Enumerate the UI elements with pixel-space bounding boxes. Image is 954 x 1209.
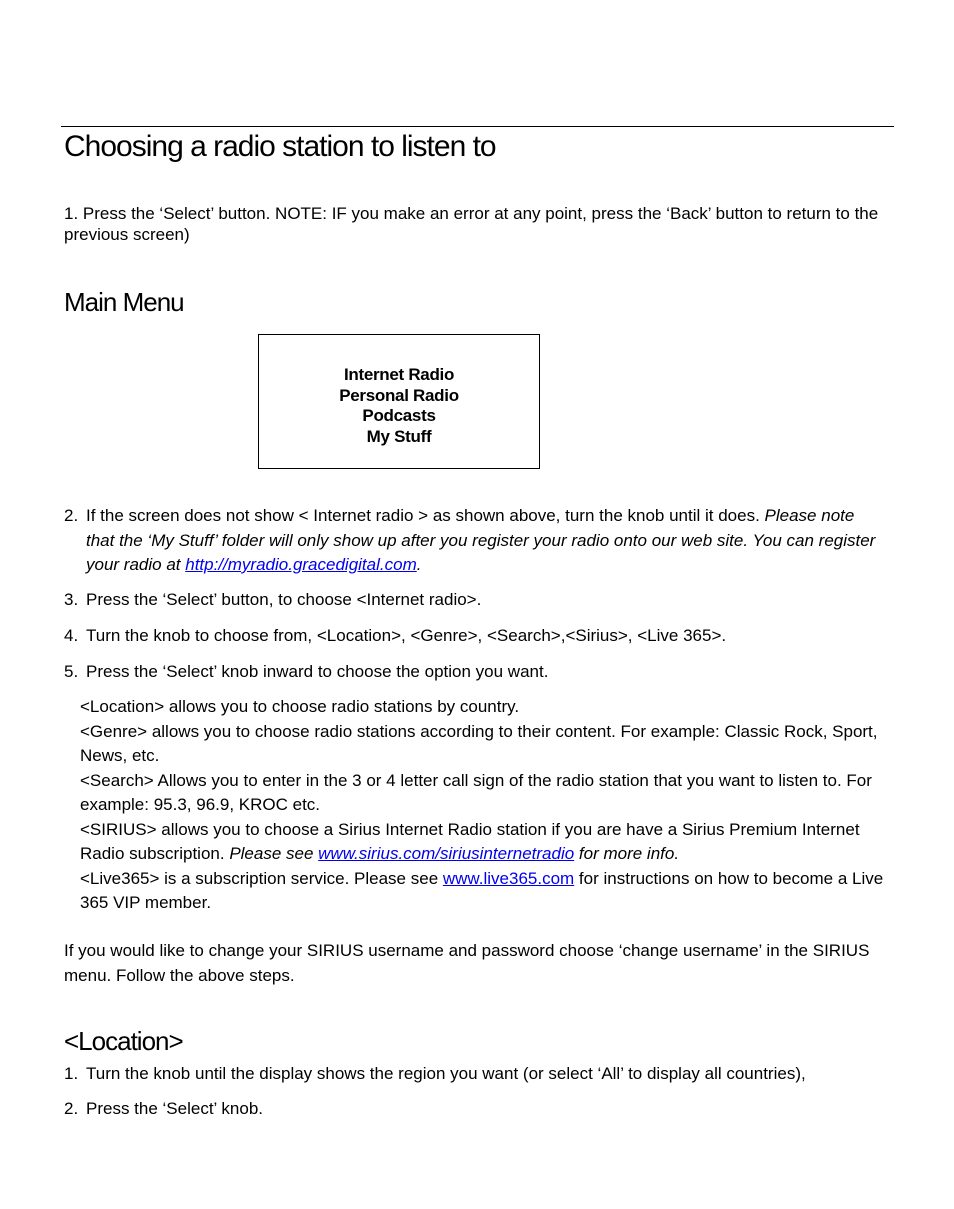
- step-4: [64, 624, 884, 649]
- menu-item-my-stuff: My Stuff: [366, 426, 432, 446]
- step-number: 4.: [64, 626, 79, 645]
- location-step-2: [64, 1097, 884, 1122]
- step-number: 5.: [64, 662, 79, 681]
- location-heading: <Location>: [64, 1026, 183, 1056]
- step-1: 1. Press the ‘Select’ button. NOTE: IF you make an error at any point, press the ‘Back’ button to return to the previous screen): [64, 204, 879, 244]
- step-text: Press the ‘Select’ knob.: [86, 1099, 264, 1118]
- sirius-link[interactable]: www.sirius.com/siriusinternetradio: [318, 844, 575, 863]
- option-live365: [80, 867, 900, 916]
- step-3: [64, 588, 884, 613]
- step-2: [64, 504, 884, 578]
- menu-item-podcasts: Podcasts: [362, 406, 436, 425]
- page-title: Choosing a radio station to listen to: [64, 130, 496, 163]
- step-number: 2.: [64, 1099, 79, 1118]
- step-text: If the screen does not show < Internet radio > as shown above, turn the knob until it does.: [86, 506, 765, 525]
- step-note-end: .: [416, 555, 422, 574]
- option-location: <Location> allows you to choose radio stations by country.: [80, 697, 520, 716]
- step-text: Turn the knob until the display shows the region you want (or select ‘All’ to display all countries),: [86, 1064, 806, 1083]
- option-search: <Search> Allows you to enter in the 3 or 4 letter call sign of the radio station that you want to listen to. For example: 95.3, 96.9, KROC etc.: [80, 770, 872, 814]
- option-descriptions: [80, 695, 900, 916]
- option-sirius-note: Please see: [229, 844, 319, 863]
- step-number: 2.: [64, 506, 79, 525]
- step-text: Turn the knob to choose from, <Location>, <Genre>, <Search>,<Sirius>, <Live 365>.: [86, 626, 727, 645]
- location-step-1: [64, 1062, 884, 1087]
- option-sirius: [80, 818, 900, 867]
- option-live365-text: <Live365> is a subscription service. Please see: [80, 868, 443, 888]
- step-text: Press the ‘Select’ knob inward to choose the option you want.: [86, 662, 549, 681]
- step-number: 3.: [64, 590, 79, 609]
- main-menu-display: [258, 334, 540, 469]
- step-5: [64, 660, 884, 685]
- step-note: Please note that the ‘My Stuff’ folder will only show up after you register your radio onto our web site. You can register your radio at: [86, 506, 876, 574]
- header-rule: [61, 126, 894, 127]
- menu-item-internet-radio: Internet Radio: [343, 365, 455, 384]
- step-text: Press the ‘Select’ button, to choose <Internet radio>.: [86, 590, 482, 609]
- main-menu-heading: Main Menu: [64, 287, 184, 317]
- option-live365-end: for instructions on how to become a Live 365 VIP member.: [80, 868, 884, 912]
- step-number: 1.: [64, 1064, 79, 1083]
- menu-item-personal-radio: Personal Radio: [339, 385, 459, 405]
- sirius-note: If you would like to change your SIRIUS username and password choose ‘change username’ in the SIRIUS menu. Follow the above steps.: [64, 941, 870, 985]
- option-sirius-text: <SIRIUS> allows you to choose a Sirius Internet Radio station if you are have a Sirius Premium Internet Radio subscription.: [80, 819, 860, 863]
- live365-link[interactable]: www.live365.com: [442, 868, 575, 888]
- gracedigital-link[interactable]: http://myradio.gracedigital.com: [185, 555, 417, 574]
- option-genre: <Genre> allows you to choose radio stations according to their content. For example: Classic Rock, Sport, News, etc.: [80, 721, 878, 765]
- option-sirius-note-end: for more info.: [574, 844, 680, 863]
